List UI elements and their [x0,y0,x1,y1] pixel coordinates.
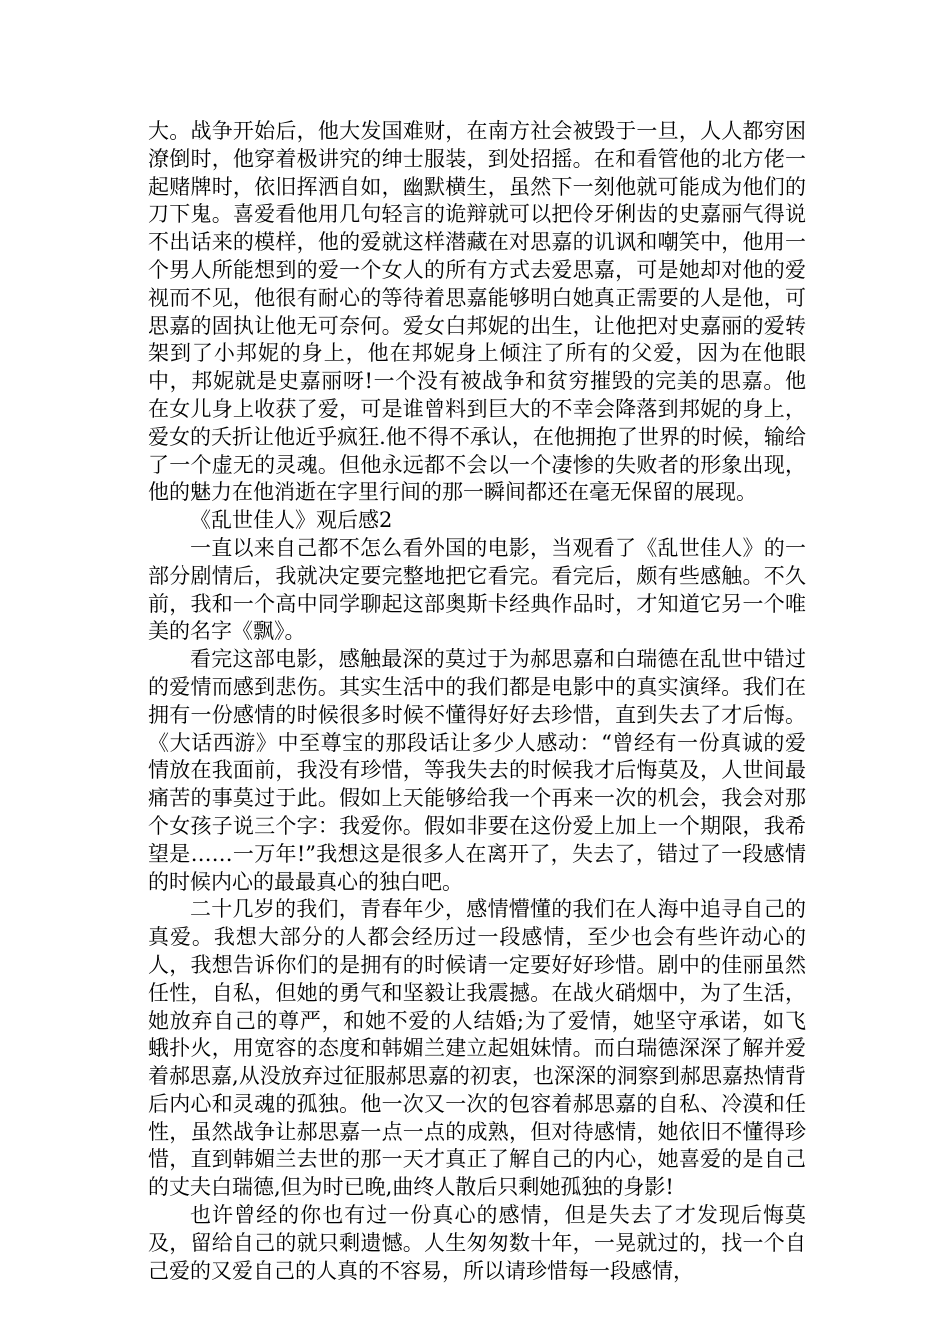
paragraph-closing: 也许曾经的你也有过一份真心的感情，但是失去了才发现后悔莫及，留给自己的就只剩遗憾。人生匆匆数十年，一晃就过的，找一个自己爱的又爱自己的人真的不容易，所以请珍惜每一段感情， [148,1203,806,1283]
paragraph-intro: 一直以来自己都不怎么看外国的电影，当观看了《乱世佳人》的一部分剧情后，我就决定要完整地把它看完。看完后，颇有些感触。不久前，我和一个高中同学聊起这部奥斯卡经典作品时，才知道它另一个唯美的名字《飘》。 [148,535,806,644]
paragraph-missed-love: 看完这部电影，感触最深的莫过于为郝思嘉和白瑞德在乱世中错过的爱情而感到悲伤。其实生活中的我们都是电影中的真实演绎。我们在拥有一份感情的时候很多时候不懂得好好去珍惜，直到失去了才后悔。《大话西游》中至尊宝的那段话让多少人感动：“曾经有一份真诚的爱情放在我面前，我没有珍惜，等我失去的时候我才后悔莫及，人世间最痛苦的事莫过于此。假如上天能够给我一个再来一次的机会，我会对那个女孩子说三个字：我爱你。假如非要在这份爱上加上一个期限，我希望是……一万年!”我想这是很多人在离开了，失去了，错过了一段感情的时候内心的最最真心的独白吧。 [148,647,806,894]
paragraph-continuation: 大。战争开始后，他大发国难财，在南方社会被毁于一旦，人人都穷困潦倒时，他穿着极讲究的绅士服装，到处招摇。在和看管他的北方佬一起赌牌时，依旧挥洒自如，幽默横生，虽然下一刻他就可能成为他们的刀下鬼。喜爱看他用几句轻言的诡辩就可以把伶牙俐齿的史嘉丽气得说不出话来的模样，他的爱就这样潜藏在对思嘉的讥讽和嘲笑中，他用一个男人所能想到的爱一个女人的所有方式去爱思嘉，可是她却对他的爱视而不见，他很有耐心的等待着思嘉能够明白她真正需要的人是他，可思嘉的固执让他无可奈何。爱女白邦妮的出生，让他把对史嘉丽的爱转架到了小邦妮的身上，他在邦妮身上倾注了所有的父爱，因为在他眼中，邦妮就是史嘉丽呀!一个没有被战争和贫穷摧毁的完美的思嘉。他在女儿身上收获了爱，可是谁曾料到巨大的不幸会降落到邦妮的身上，爱女的夭折让他近乎疯狂.他不得不承认，在他拥抱了世界的时候，输给了一个虚无的灵魂。但他永远都不会以一个凄惨的失败者的形象出现，他的魅力在他消逝在字里行间的那一瞬间都还在毫无保留的展现。 [148,119,806,505]
section-title: 《乱世佳人》观后感2 [190,508,393,533]
paragraph-cherish: 二十几岁的我们，青春年少，感情懵懂的我们在人海中追寻自己的真爱。我想大部分的人都会经历过一段感情，至少也会有些许动心的人，我想告诉你们的是拥有的时候请一定要好好珍惜。剧中的佳丽虽然任性，自私，但她的勇气和坚毅让我震撼。在战火硝烟中，为了生活，她放弃自己的尊严，和她不爱的人结婚;为了爱情，她坚守承诺，如飞蛾扑火，用宽容的态度和韩媚兰建立起姐妹情。而白瑞德深深了解并爱着郝思嘉,从没放弃过征服郝思嘉的初衷，也深深的洞察到郝思嘉热情背后内心和灵魂的孤独。他一次又一次的包容着郝思嘉的自私、冷漠和任性，虽然战争让郝思嘉一点一点的成熟，但对待感情，她依旧不懂得珍惜，直到韩媚兰去世的那一天才真正了解自己的内心，她喜爱的是自己的丈夫白瑞德,但为时已晚,曲终人散后只剩她孤独的身影! [148,897,806,1200]
document-page [148,118,806,1285]
